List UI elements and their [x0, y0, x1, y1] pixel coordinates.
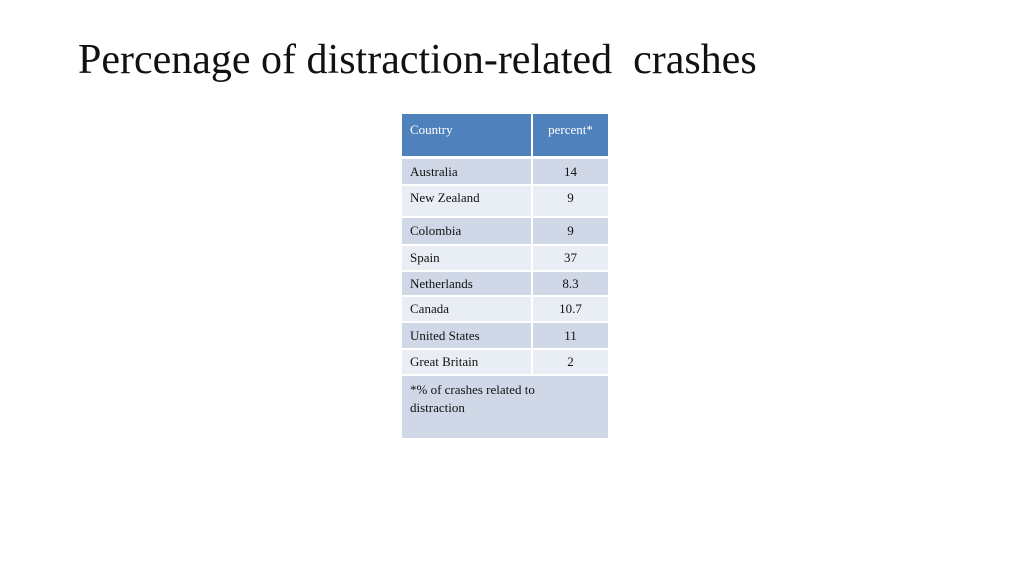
percent-cell: 9 — [567, 223, 574, 238]
table-row — [402, 272, 608, 297]
percent-cell: 14 — [564, 163, 577, 179]
table-row — [402, 159, 608, 186]
country-cell: Australia — [402, 159, 533, 184]
percent-cell: 11 — [564, 327, 577, 343]
country-cell: United States — [402, 323, 533, 348]
country-cell: Great Britain — [402, 350, 533, 374]
country-cell: Canada — [402, 297, 533, 321]
table-row — [402, 186, 608, 218]
country-cell: Colombia — [402, 218, 533, 244]
percent-cell: 2 — [567, 354, 574, 369]
crash-table — [402, 114, 608, 438]
percent-cell: 37 — [564, 250, 577, 265]
table-footnote: *% of crashes related to distraction — [410, 382, 535, 415]
table-row — [402, 297, 608, 323]
country-cell: Netherlands — [402, 272, 533, 295]
table-row — [402, 218, 608, 246]
percent-cell: 9 — [567, 190, 574, 205]
percent-cell: 8.3 — [562, 275, 579, 291]
table-footnote-row — [402, 376, 608, 438]
percent-cell: 10.7 — [559, 301, 582, 316]
country-cell: Spain — [402, 246, 533, 270]
table-row — [402, 323, 608, 350]
table-row — [402, 246, 608, 272]
header-percent: percent* — [548, 122, 593, 137]
table-header-row — [402, 114, 608, 159]
slide-title: Percenage of distraction-related crashes — [78, 37, 757, 83]
table-row — [402, 350, 608, 376]
country-cell: New Zealand — [402, 186, 533, 216]
header-country: Country — [402, 114, 533, 156]
